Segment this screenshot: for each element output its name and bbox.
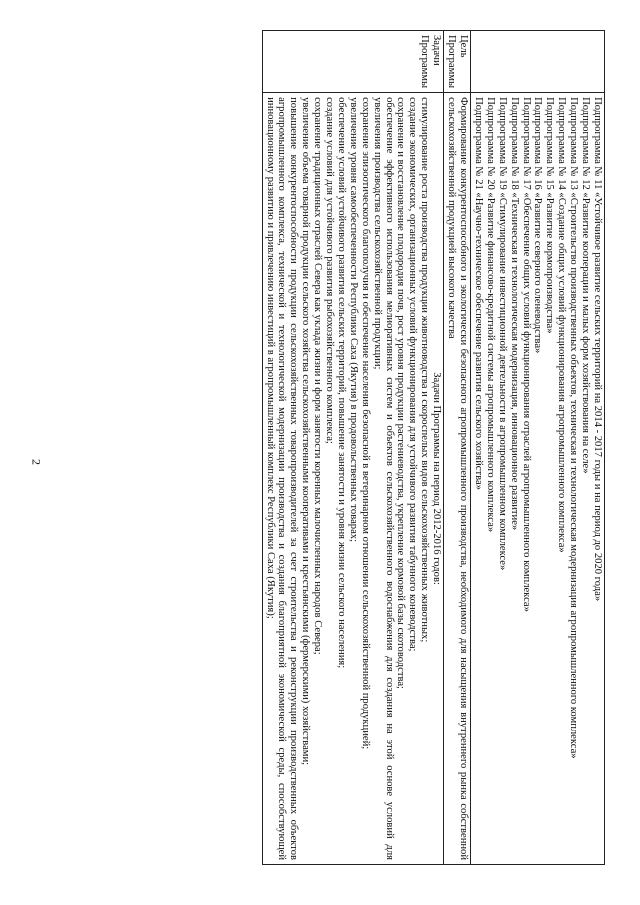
subprogram-item: Подпрограмма № 12 «Развитие кооперации и малых форм хозяйствования на селе» (580, 97, 592, 474)
subprograms-row (471, 31, 605, 865)
goal-row (444, 31, 471, 865)
task-item: увеличение уровня самообеспеченности Республики Саха (Якутия) в продовольственных товарах; (347, 97, 359, 543)
goal-label: Цель Программы (444, 31, 471, 93)
subprogram-item: Подпрограмма № 14 «Создание общих условий функционирования агропромышленного комплекса» (556, 97, 568, 553)
tasks-label: Задачи Программы (262, 31, 444, 93)
rotated-page (40, 30, 605, 865)
task-item: сохранение и восстановление плодородия почв, рост уровня продукции растениеводства, укрепление кормовой базы скотоводства; (395, 97, 407, 689)
subprogram-item: Подпрограмма № 21 «Научно-техническое обеспечение развития сельского хозяйства» (472, 97, 484, 490)
task-item: обеспечение условий устойчивого развития сельских территорий, повышение занятости и уровня жизни сельского населения; (335, 97, 347, 669)
tasks-list (262, 93, 444, 865)
task-item: обеспечение эффективного использования мелиоративных систем и объектов сельскохозяйственного водоснабжения для создания на этой основе условий для увеличения производства сельскохозяйственной продукции; (371, 97, 395, 860)
subprogram-item: Подпрограмма № 19 «Стимулирование инвестиционной деятельности в агропромышленном комплексе» (496, 97, 508, 571)
program-passport-table (262, 30, 605, 865)
tasks-heading: Задачи Программы на период 2012-2016 годов: (431, 372, 443, 585)
task-item: создание экономических, организационных условий функционирования для устойчивого развития табунного коневодства; (407, 97, 419, 652)
task-item: повышение конкурентоспособности продукции сельскохозяйственных товаропроизводителей за счет строительства и реконструкции производственных объектов агропромышленного комплекса, технической и технологической модернизации производства и создания благоприятной экономической среды, способствующей инновационному развитию и привлечению инвестиций в агропромышленный комплекс Республики Саха (Якутия); (264, 97, 300, 860)
task-item: стимулирование роста производства продукции животноводства и скороспелых видов сельскохозяйственных животных; (419, 97, 431, 643)
tasks-row (262, 31, 444, 865)
subprogram-item: Подпрограмма № 16 «Развитие северного оленеводства» (532, 97, 544, 354)
task-item: сохранение традиционных отраслей Севера как уклада жизни и форм занятости коренных малочисленных народов Севера; (312, 97, 324, 655)
subprogram-item: Подпрограмма № 20 «Развитие финансово-кредитной системы агропромышленного комплекса» (484, 97, 496, 533)
goal-text: Формирование конкурентоспособного и экологически безопасного агропромышленного производства, необходимого для насыщения внутреннего рынка собственной сельскохозяйственной продукцией высокого качества (444, 93, 471, 865)
subprogram-item: Подпрограмма № 18 «Техническая и технологическая модернизация, инновационное развитие» (508, 97, 520, 531)
subprogram-item: Подпрограмма № 11 «Устойчивое развитие сельских территорий на 2014 - 2017 годы и на период до 2020 года» (592, 97, 603, 602)
page-number: 2 (29, 459, 44, 465)
subprogram-item: Подпрограмма № 13 «Строительство производственных объектов, техническая и технологическая модернизация агропромышленного комплекса» (568, 97, 580, 759)
task-item: сохранение эпизоотического благополучия и обеспечение населения безопасной в ветеринарном отношении сельскохозяйственной продукцией; (359, 97, 371, 750)
subprograms-label (471, 31, 605, 93)
task-item: создание условий для устойчивого развития рыбохозяйственного комплекса; (324, 97, 336, 444)
subprogram-item: Подпрограмма № 15 «Развитие кормопроизводства» (544, 97, 556, 334)
subprograms-list (471, 93, 605, 865)
task-item: увеличение объема товарной продукции сельского хозяйства сельскохозяйственными кооперативами и крестьянскими (фермерскими) хозяйствами; (300, 97, 312, 766)
subprogram-item: Подпрограмма № 17 «Обеспечение общих условий функционирования отраслей агропромышленного комплекса» (520, 97, 532, 612)
